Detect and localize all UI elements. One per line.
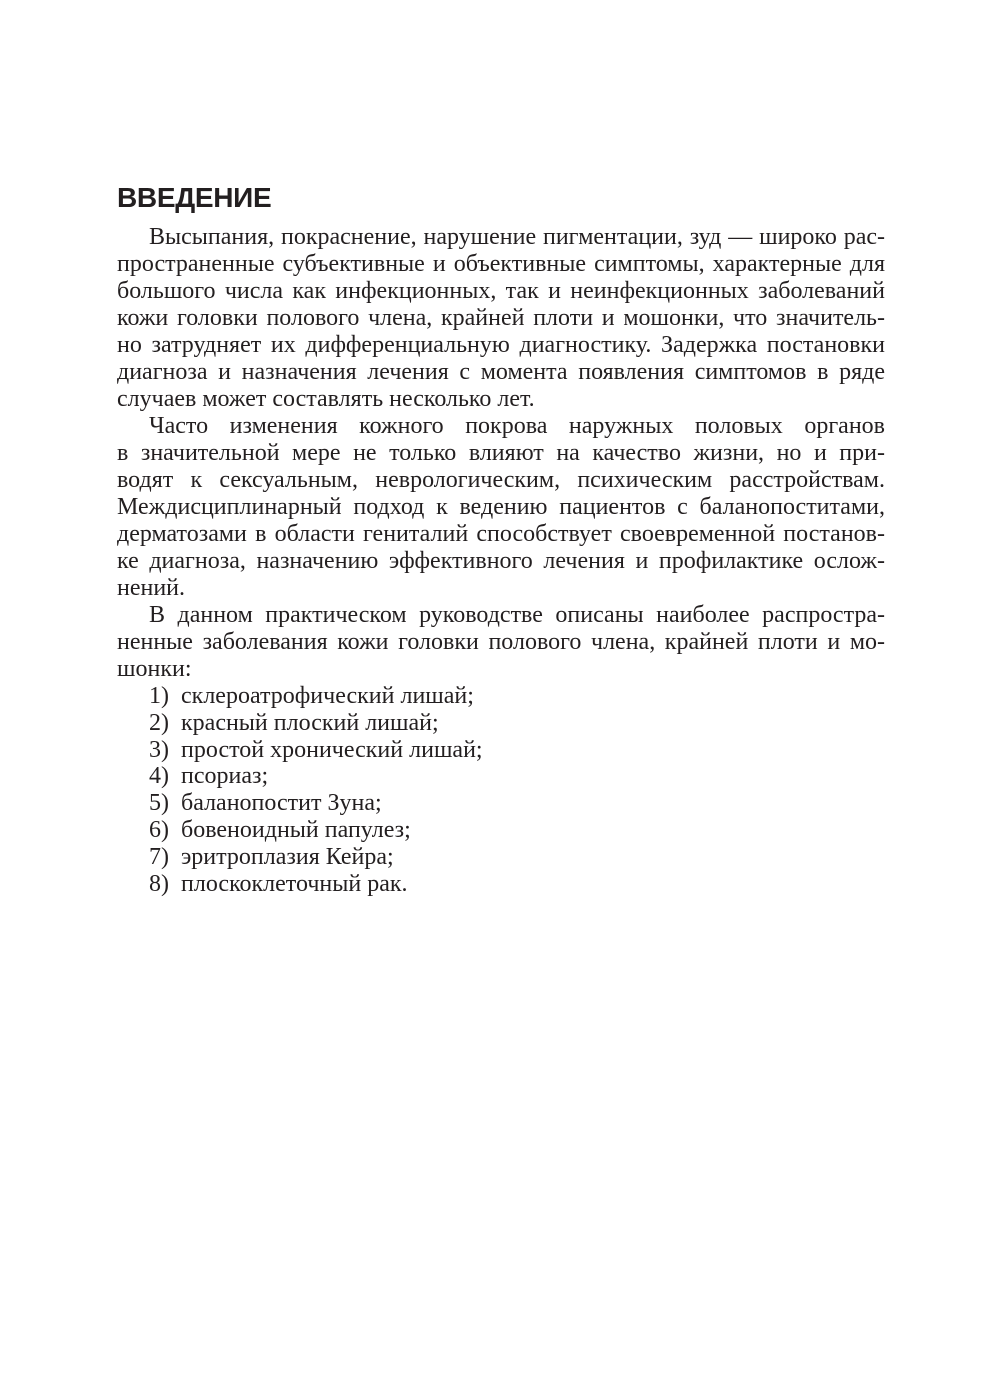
list-item-number: 5) bbox=[149, 790, 169, 817]
list-item-text: псориаз; bbox=[181, 763, 269, 790]
list-item bbox=[117, 710, 885, 737]
paragraph-line: диагноза и назначения лечения с момента появления симптомов в ряде bbox=[117, 359, 885, 385]
paragraph-line: Высыпания, покраснение, нарушение пигментации, зуд — широко рас- bbox=[149, 224, 885, 250]
list-item bbox=[117, 683, 885, 710]
list-item bbox=[117, 871, 885, 898]
list-item bbox=[117, 790, 885, 817]
paragraph-line: Часто изменения кожного покрова наружных половых органов bbox=[149, 413, 885, 439]
list-item-number: 8) bbox=[149, 870, 169, 897]
paragraph-line: водят к сексуальным, неврологическим, психическим расстройствам. bbox=[117, 467, 885, 493]
paragraph-line: В данном практическом руководстве описаны наиболее распростра- bbox=[149, 602, 885, 628]
paragraph-line: нений. bbox=[117, 575, 186, 601]
list-item-text: склероатрофический лишай; bbox=[181, 683, 474, 709]
page-title: ВВЕДЕНИЕ bbox=[117, 182, 272, 213]
page-content bbox=[117, 180, 885, 897]
paragraph-line: кожи головки полового члена, крайней плоти и мошонки, что значитель- bbox=[117, 305, 885, 331]
list-item-number: 4) bbox=[149, 763, 169, 790]
paragraph-line: ненные заболевания кожи головки полового члена, крайней плоти и мо- bbox=[117, 629, 885, 655]
paragraph-line: шонки: bbox=[117, 656, 192, 682]
list-item-number: 1) bbox=[149, 683, 169, 709]
list-item bbox=[117, 737, 885, 764]
list-item-number: 2) bbox=[149, 709, 169, 736]
paragraph-line: большого числа как инфекционных, так и неинфекционных заболеваний bbox=[117, 278, 885, 304]
list-item-number: 6) bbox=[149, 816, 169, 843]
paragraph-3 bbox=[117, 602, 885, 683]
paragraph-line: пространенные субъективные и объективные симптомы, характерные для bbox=[117, 251, 885, 277]
paragraph-line: случаев может составлять несколько лет. bbox=[117, 386, 535, 412]
paragraph-2 bbox=[117, 413, 885, 602]
paragraph-line: в значительной мере не только влияют на качество жизни, но и при- bbox=[117, 440, 885, 466]
list-item-text: простой хронический лишай; bbox=[181, 736, 483, 763]
paragraph-1 bbox=[117, 224, 885, 413]
list-item-text: баланопостит Зуна; bbox=[181, 790, 382, 817]
list-item-text: эритроплазия Кейра; bbox=[181, 843, 394, 870]
list-item-number: 3) bbox=[149, 736, 169, 763]
list-item-text: плоскоклеточный рак. bbox=[181, 870, 408, 897]
list-item bbox=[117, 844, 885, 871]
paragraph-line: дерматозами в области гениталий способствует своевременной постанов- bbox=[117, 521, 885, 547]
list-item-number: 7) bbox=[149, 843, 169, 870]
disease-list bbox=[117, 683, 885, 897]
list-item bbox=[117, 763, 885, 790]
list-item-text: бовеноидный папулез; bbox=[181, 816, 411, 843]
list-item-text: красный плоский лишай; bbox=[181, 709, 439, 736]
paragraph-line: ке диагноза, назначению эффективного лечения и профилактике ослож- bbox=[117, 548, 885, 574]
list-item bbox=[117, 817, 885, 844]
paragraph-line: но затрудняет их дифференциальную диагностику. Задержка постановки bbox=[117, 332, 885, 358]
paragraph-line: Междисциплинарный подход к ведению пациентов с баланопоститами, bbox=[117, 494, 885, 520]
